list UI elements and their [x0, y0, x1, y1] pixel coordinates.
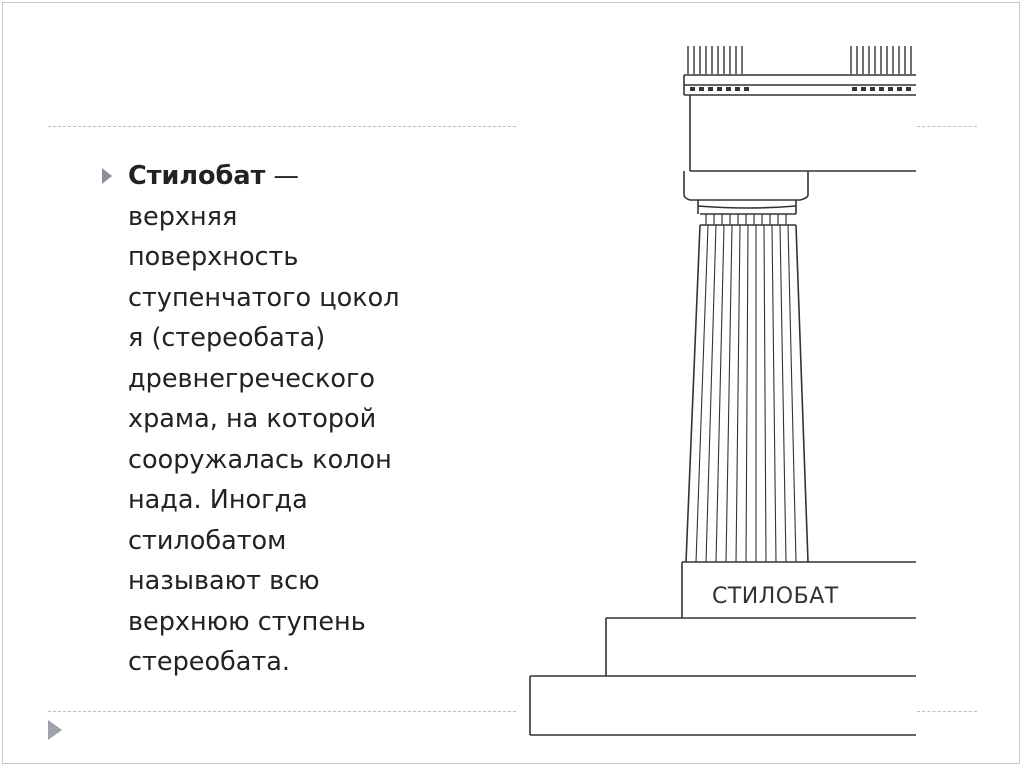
definition-line: верхнюю ступень: [128, 606, 366, 637]
definition-line: верхняя: [128, 201, 238, 232]
upper-entablature-band: [684, 75, 916, 95]
definition-line: я (стереобата): [128, 323, 326, 353]
definition-line: храма, на которой: [128, 404, 377, 434]
architrave: [690, 95, 916, 171]
definition-line: древнегреческого: [128, 363, 375, 394]
term-stylobate: Стилобат: [128, 161, 266, 191]
upper-column-flutes-right: [851, 46, 911, 74]
definition-line: называют всю: [128, 566, 320, 596]
definition-line: ступенчатого цокол: [128, 282, 400, 313]
dentils: [690, 87, 911, 91]
stereobate-step-middle: [606, 618, 916, 676]
definition-line: поверхность: [128, 242, 299, 272]
upper-column-flutes-left: [688, 46, 742, 74]
capital-dentils: [706, 214, 786, 225]
definition-line: сооружалась колон: [128, 444, 392, 475]
next-slide-arrow-icon[interactable]: [46, 718, 64, 742]
term-dash: —: [265, 161, 299, 191]
definition-line: нада. Иногда: [128, 485, 308, 515]
column-flutes: [696, 225, 796, 562]
definition-line: стилобатом: [128, 525, 287, 556]
definition-line: стереобата.: [128, 647, 290, 677]
stereobate-step-bottom: [530, 676, 916, 735]
stylobate-label: СТИЛОБАТ: [712, 584, 839, 609]
